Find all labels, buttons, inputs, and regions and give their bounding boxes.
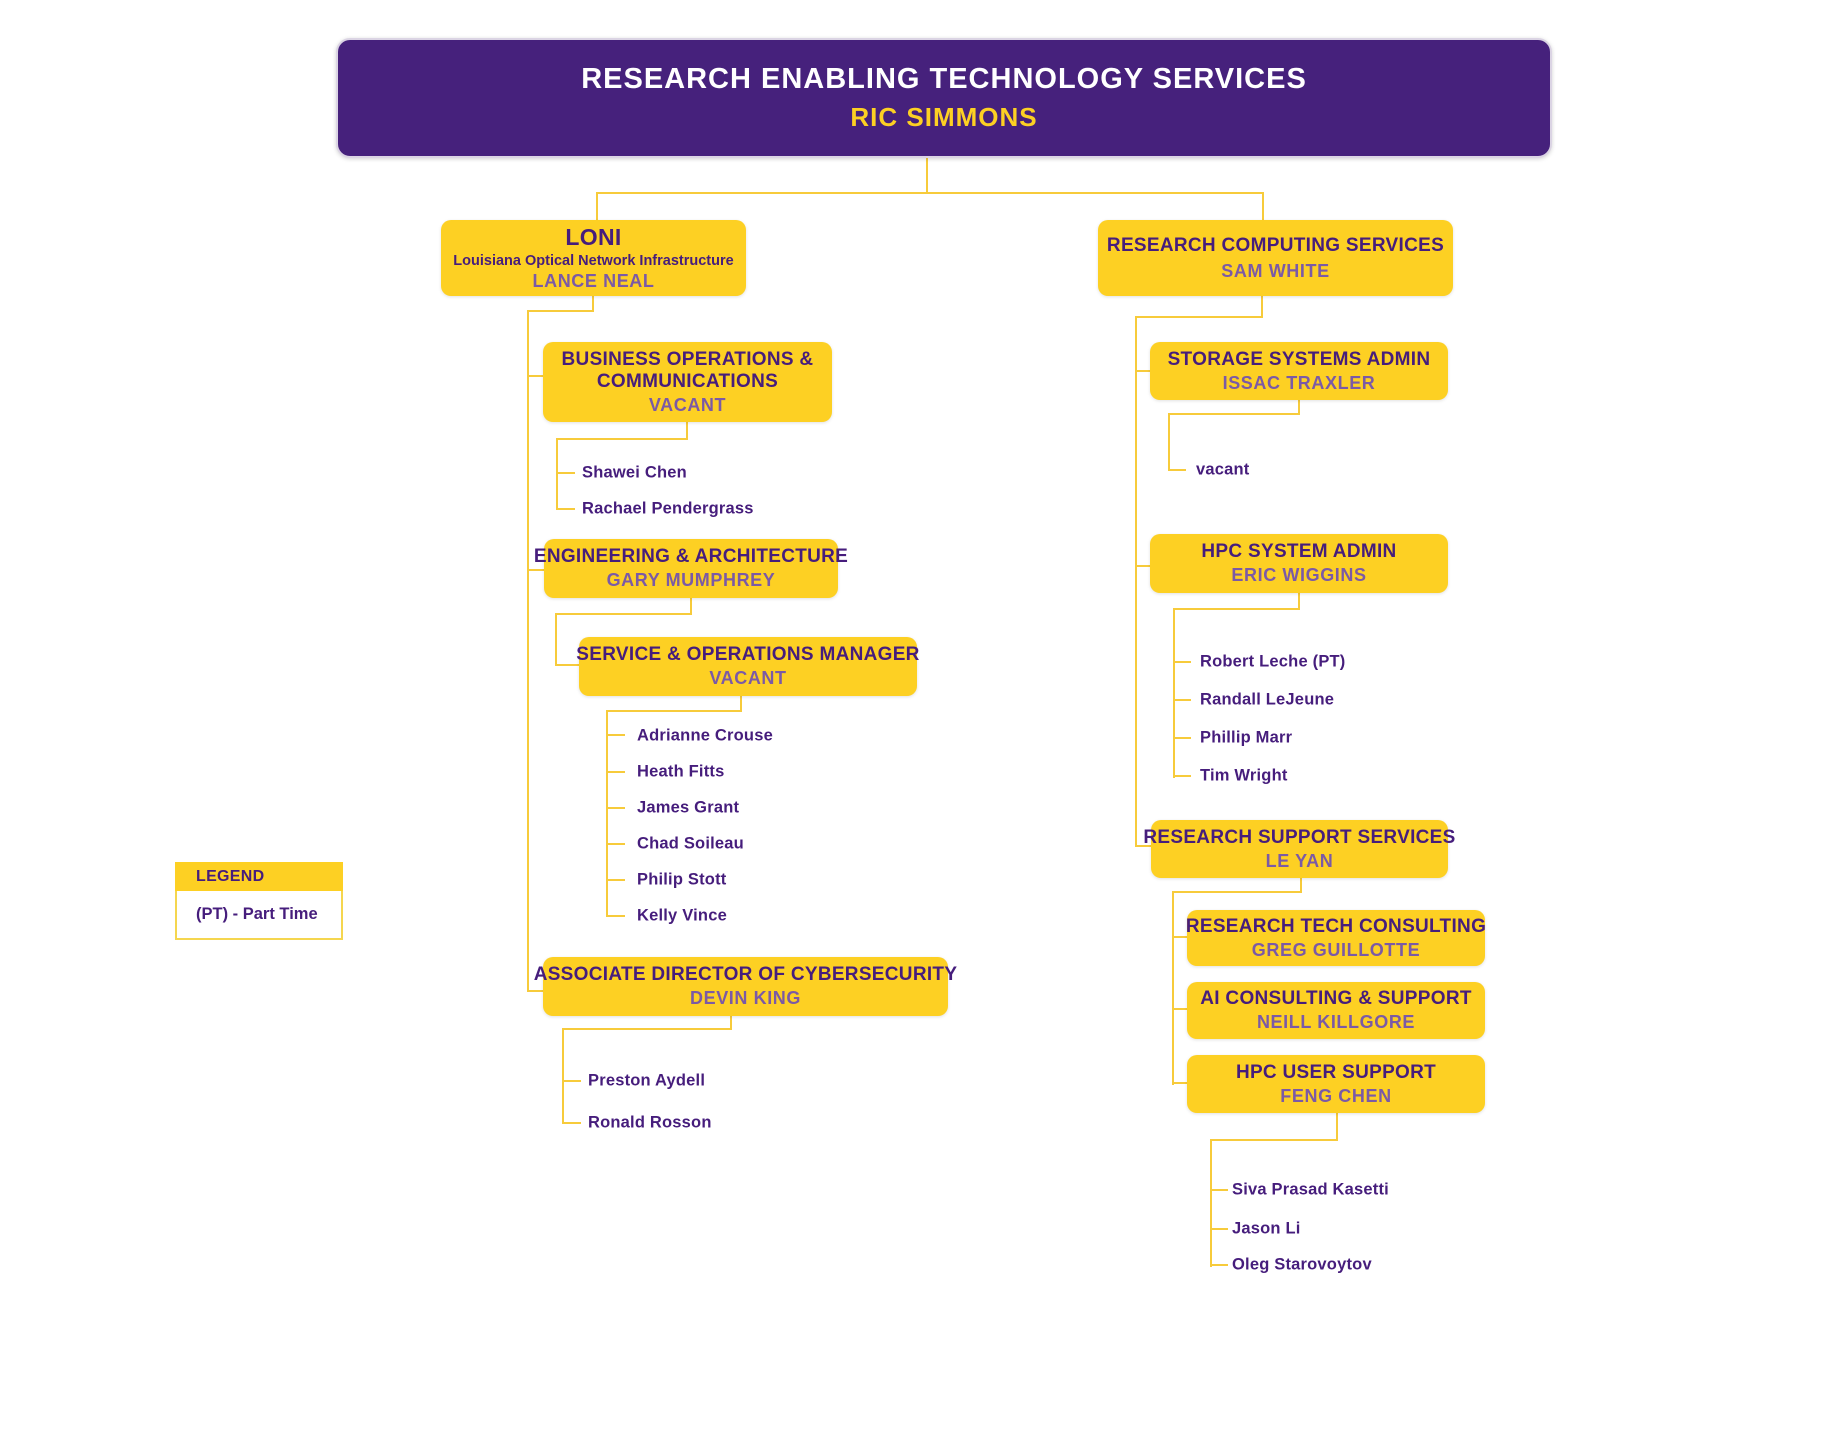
member-name: Kelly Vince	[637, 906, 727, 925]
connector-line	[555, 613, 557, 666]
node-person: DEVIN KING	[689, 988, 801, 1009]
node-title: BUSINESS OPERATIONS & COMMUNICATIONS	[561, 348, 814, 392]
connector-line	[1168, 469, 1186, 471]
node-person: ERIC WIGGINS	[1231, 565, 1367, 586]
connector-line	[606, 843, 625, 845]
connector-line	[1210, 1139, 1212, 1267]
connector-line	[1261, 296, 1263, 318]
member-name: Robert Leche (PT)	[1200, 652, 1346, 671]
node-title: STORAGE SYSTEMS ADMIN	[1167, 348, 1431, 370]
connector-line	[556, 508, 575, 510]
org-node-business-operations	[543, 342, 832, 422]
connector-line	[555, 613, 692, 615]
connector-line	[606, 710, 608, 917]
member-name: Preston Aydell	[588, 1071, 706, 1090]
node-subtitle: Louisiana Optical Network Infrastructure	[453, 252, 734, 269]
org-node-research-computing-services	[1098, 220, 1453, 296]
connector-line	[926, 158, 928, 194]
node-person: FENG CHEN	[1280, 1085, 1392, 1106]
connector-line	[1173, 737, 1191, 739]
member-name: Siva Prasad Kasetti	[1232, 1180, 1389, 1199]
org-node-research-tech-consulting	[1187, 910, 1485, 966]
member-name: Philip Stott	[637, 870, 727, 889]
member-name: Adrianne Crouse	[637, 726, 773, 745]
connector-line	[1210, 1228, 1228, 1230]
connector-line	[1173, 661, 1191, 663]
member-name: Jason Li	[1232, 1219, 1301, 1238]
connector-line	[606, 807, 625, 809]
node-title: AI CONSULTING & SUPPORT	[1200, 988, 1472, 1010]
org-node-loni	[441, 220, 746, 296]
member-name: Randall LeJeune	[1200, 690, 1335, 709]
connector-line	[556, 472, 575, 474]
member-name: Shawei Chen	[582, 463, 687, 482]
connector-line	[606, 915, 625, 917]
org-node-storage-systems-admin	[1150, 342, 1448, 400]
member-name: James Grant	[637, 798, 740, 817]
node-person: NEILL KILLGORE	[1256, 1012, 1416, 1033]
org-node-service-operations-manager	[576, 637, 920, 696]
connector-line	[1135, 316, 1137, 847]
member-name: Ronald Rosson	[588, 1113, 712, 1132]
legend-header: LEGEND	[175, 862, 343, 891]
connector-line	[1135, 316, 1263, 318]
legend-entry: (PT) - Part Time	[175, 891, 343, 940]
member-name: vacant	[1196, 460, 1250, 479]
node-title: RESEARCH SUPPORT SERVICES	[1143, 826, 1456, 848]
connector-line	[1168, 413, 1170, 471]
org-node-research-support-services	[1143, 820, 1456, 878]
org-node-hpc-system-admin	[1150, 534, 1448, 593]
root-title: RESEARCH ENABLING TECHNOLOGY SERVICES	[581, 63, 1307, 96]
connector-line	[527, 310, 594, 312]
connector-line	[562, 1122, 581, 1124]
node-title: SERVICE & OPERATIONS MANAGER	[576, 644, 920, 666]
node-person: SAM WHITE	[1221, 260, 1330, 281]
connector-line	[1210, 1189, 1228, 1191]
connector-line	[1210, 1139, 1338, 1141]
node-person: GREG GUILLOTTE	[1251, 939, 1421, 960]
connector-line	[606, 710, 742, 712]
node-person: VACANT	[709, 668, 787, 689]
member-name: Oleg Starovoytov	[1232, 1255, 1372, 1274]
node-title: ASSOCIATE DIRECTOR OF CYBERSECURITY	[533, 964, 958, 986]
connector-line	[1172, 891, 1302, 893]
node-title: HPC USER SUPPORT	[1235, 1061, 1437, 1083]
connector-line	[1173, 608, 1300, 610]
org-node-root	[336, 38, 1552, 158]
node-person: VACANT	[648, 394, 727, 415]
member-name: Heath Fitts	[637, 762, 725, 781]
connector-line	[1173, 608, 1175, 778]
org-node-hpc-user-support	[1187, 1055, 1485, 1113]
node-person: ISSAC TRAXLER	[1222, 372, 1376, 393]
org-node-ai-consulting-support	[1187, 982, 1485, 1039]
connector-line	[606, 771, 625, 773]
connector-line	[562, 1028, 732, 1030]
node-title: HPC SYSTEM ADMIN	[1201, 541, 1397, 563]
org-node-engineering-architecture	[533, 539, 849, 598]
org-node-cybersecurity	[533, 957, 958, 1016]
connector-line	[1168, 413, 1300, 415]
connector-line	[606, 734, 625, 736]
connector-line	[1262, 192, 1264, 220]
member-name: Rachael Pendergrass	[582, 499, 754, 518]
connector-line	[596, 192, 598, 220]
node-title: RESEARCH COMPUTING SERVICES	[1106, 234, 1445, 256]
root-person: RIC SIMMONS	[850, 102, 1038, 133]
connector-line	[527, 310, 529, 992]
connector-line	[596, 192, 1264, 194]
node-person: LE YAN	[1265, 850, 1334, 871]
connector-line	[1336, 1113, 1338, 1141]
connector-line	[1172, 891, 1174, 1085]
node-title: ENGINEERING & ARCHITECTURE	[533, 546, 849, 568]
node-title: LONI	[565, 224, 622, 251]
connector-line	[562, 1028, 564, 1124]
member-name: Phillip Marr	[1200, 728, 1293, 747]
node-person: GARY MUMPHREY	[606, 570, 776, 591]
connector-line	[1173, 775, 1191, 777]
node-title: RESEARCH TECH CONSULTING	[1185, 915, 1487, 937]
member-name: Chad Soileau	[637, 834, 744, 853]
connector-line	[1210, 1264, 1228, 1266]
node-person: LANCE NEAL	[532, 271, 655, 292]
connector-line	[562, 1080, 581, 1082]
connector-line	[556, 438, 688, 440]
connector-line	[556, 438, 558, 510]
connector-line	[1173, 699, 1191, 701]
member-name: Tim Wright	[1200, 766, 1288, 785]
connector-line	[606, 879, 625, 881]
